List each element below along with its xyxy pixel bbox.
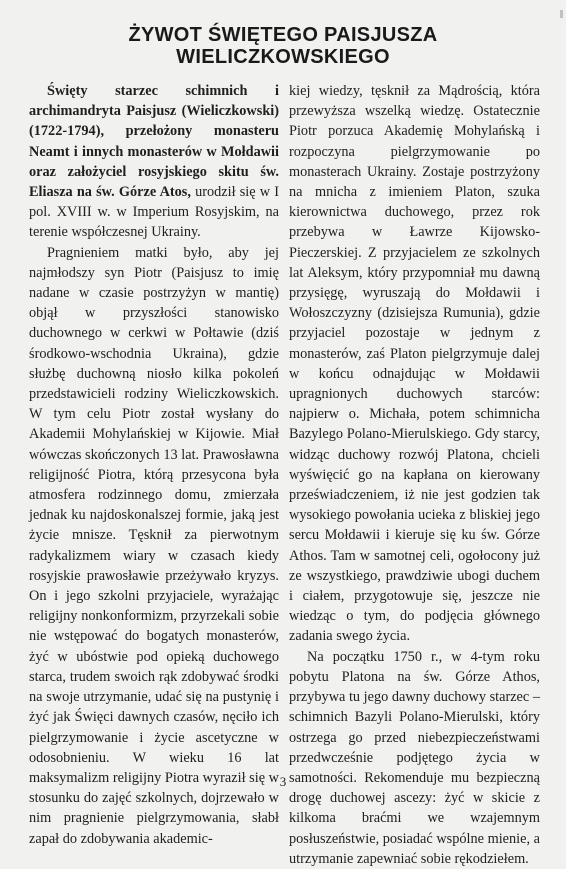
intro-rest-text: urodził się w I pol. XVIII w. w Imperium Rosyjskim, na terenie współczesnej Ukrainy.: [29, 184, 279, 241]
left-column: [29, 81, 279, 849]
paragraph-childhood: Pragnieniem matki było, aby jej najmłodszy syn Piotr (Paisjusz to imię nadane w czasie postrzyżyn w mantię) objął w przyszłości stanowisko duchownego w cerkwi w Połtawie (dziś środkowo-wschodnia Ukraina), gdzie służbę duchowną niosło kilka pokoleń przedstawicieli rodziny Wieliczkowskich. W tym celu Piotr został wysłany do Akademii Mohylańskiej w Kijowie. Miał wówczas skończonych 13 lat. Prawosławna religijność Piotra, którą przesycona była atmosfera rodzinnego domu, zmierzała jednak ku najdoskonalszej formie, jaką jest życie mnisze. Tęsknił za pierwotnym radykalizmem wiary w czasach kiedy rosyjskie prawosławie przeżywało kryzys. On i jego szkolni przyjaciele, wyrażając religijny nonkonformizm, przyrzekali sobie nie wstępować do bogatych monasterów, żyć w ubóstwie pod opieką duchowego starca, trudem swoich rąk zdobywać środki na swoje utrzymanie, udać się na pustynię i żyć jak Święci dawnych czasów, nęciło ich pielgrzymowanie i życie ascetyczne w odosobnieniu. W wieku 16 lat maksymalizm religijny Piotra wyraził się w stosunku do zajęć szkolnych, dojrzewało w nim pragnienie pielgrzymowania, słabł zapał do zdobywania akademic-: [29, 244, 279, 847]
paragraph-athos: Na początku 1750 r., w 4-tym roku pobytu Platona na św. Górze Athos, przybywa tu jego dawny duchowy starzec – schimnich Bazyli Polano-Mierulski, który ostrzega go przed niebezpieczeństwami przedwcześnie podjętego życia w samotności. Rekomenduje mu bezpieczną drogę duchowej ascezy: żyć w skicie z kilkoma braćmi we wzajemnym posłuszeństwie, posiadać wspólne mienie, a utrzymanie zapewniać sobie rękodziełem.: [289, 648, 540, 867]
paragraph-pilgrimage: kiej wiedzy, tęsknił za Mądrością, która przewyższa wszelką wiedzę. Ostatecznie Piotr porzuca Akademię Mohylańską i rozpoczyna pielgrzymowanie po monasterach Ukrainy. Zostaje postrzyżony na mnicha z imieniem Platon, szuka kierownictwa duchowego, przez rok przebywa w Ławrze Kijowsko-Pieczerskiej. Z przyjacielem ze szkolnych lat Aleksym, który przypomniał mu dawną przysięgę, wyruszają do Mołdawii i Wołoszczyzny (dzisiejsza Rumunia), gdzie przyjaciel pozostaje w jednym z monasterów, zaś Platon pielgrzymuje dalej w końcu odnajdując w Mołdawii upragnionych duchowych starców: najpierw o. Michała, potem schimnicha Bazylego Polano-Mierulskiego. Gdy starcy, widząc duchowy rozwój Platona, chcieli wyświęcić go na kapłana on kierowany przeświadczeniem, iż nie jest godzien tak wysokiego powołania ucieka z bliskiej jego sercu Mołdawii i kieruje się ku św. Górze Athos. Tam w samotnej celi, ogołocony już ze wszystkiego, prawdziwie ubogi duchem i ciałem, przygotowuje się, jeszcze nie wiedząc o tym, do podjęcia głównego zadania swego życia.: [289, 83, 540, 645]
title-line-2: WIELICZKOWSKIEGO: [176, 46, 390, 68]
right-column: [289, 81, 540, 869]
page-number: 3: [279, 774, 287, 789]
page-title: [0, 24, 566, 68]
intro-paragraph: [29, 81, 279, 243]
scan-speck: [560, 10, 563, 18]
intro-bold-text: Święty starzec schimnich i archimandryta Paisjusz (Wieliczkowski) (1722-1794), przełożony monasteru Neamt i innych monasterów w Mołdawii oraz założyciel rosyjskiego skitu św. Eliasza na św. Górze Atos,: [29, 83, 279, 201]
title-line-1: ŻYWOT ŚWIĘTEGO PAISJUSZA: [128, 24, 438, 46]
